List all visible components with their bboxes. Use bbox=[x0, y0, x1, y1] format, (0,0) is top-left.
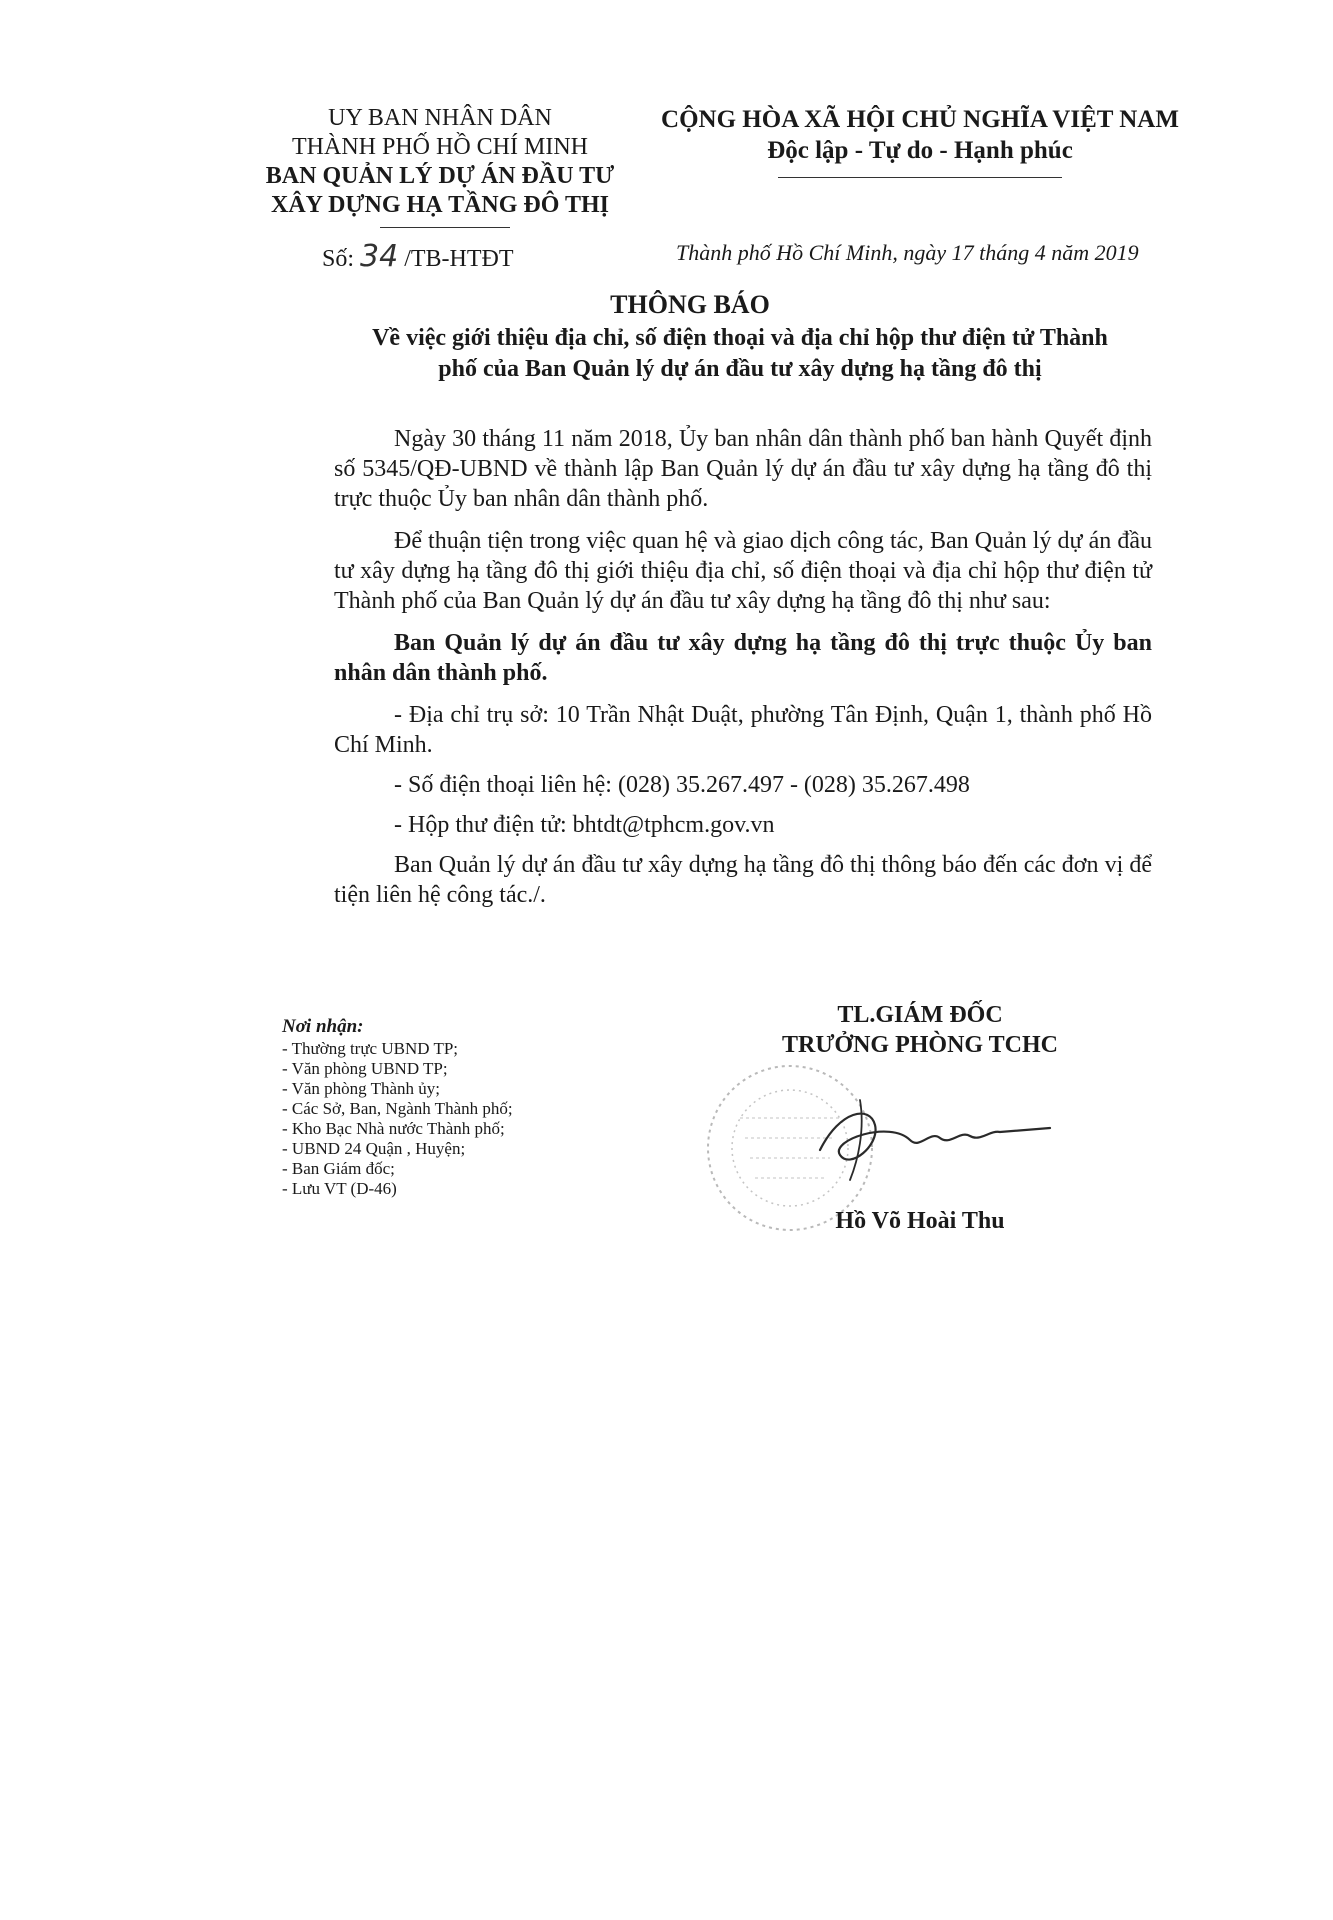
recipient-item: - Ban Giám đốc; bbox=[282, 1159, 395, 1178]
body-phone: - Số điện thoại liên hệ: (028) 35.267.497 - (028) 35.267.498 bbox=[394, 772, 970, 798]
subject-line-1: Về việc giới thiệu địa chỉ, số điện thoại và địa chỉ hộp thư điện tử Thành bbox=[372, 325, 1108, 351]
recipient-item: - Kho Bạc Nhà nước Thành phố; bbox=[282, 1119, 505, 1138]
body-paragraph-2: Để thuận tiện trong việc quan hệ và giao dịch công tác, Ban Quản lý dự án đầu tư xây dựng hạ tầng đô thị giới thiệu địa chỉ, số điện thoại và địa chỉ hộp thư điện tử Thành phố của Ban Quản lý dự án đầu tư xây dựng hạ tầng đô thị như sau: bbox=[334, 528, 1152, 614]
recipients-heading: Nơi nhận: bbox=[282, 1016, 364, 1037]
issuer-line-1: UY BAN NHÂN DÂN bbox=[328, 105, 552, 131]
national-motto-block bbox=[640, 104, 1200, 166]
recipient-item: - Thường trực UBND TP; bbox=[282, 1039, 459, 1058]
recipient-item: - Văn phòng Thành ủy; bbox=[282, 1079, 441, 1098]
document-subject bbox=[300, 323, 1180, 385]
subject-line-2: phố của Ban Quản lý dự án đầu tư xây dựng hạ tầng đô thị bbox=[438, 356, 1042, 382]
doc-number-suffix: /TB-HTĐT bbox=[404, 246, 514, 272]
recipient-item: - UBND 24 Quận , Huyện; bbox=[282, 1139, 466, 1158]
recipient-item: - Các Sở, Ban, Ngành Thành phố; bbox=[282, 1099, 513, 1118]
signer-name: Hồ Võ Hoài Thu bbox=[835, 1208, 1005, 1234]
document-body bbox=[334, 424, 1152, 922]
document-number bbox=[322, 239, 514, 274]
body-paragraph-1: Ngày 30 tháng 11 năm 2018, Ủy ban nhân dân thành phố ban hành Quyết định số 5345/QĐ-UBND về thành lập Ban Quản lý dự án đầu tư xây dựng hạ tầng đô thị trực thuộc Ủy ban nhân dân thành phố. bbox=[334, 426, 1152, 512]
recipient-item: - Lưu VT (D-46) bbox=[282, 1179, 397, 1198]
body-paragraph-4: Ban Quản lý dự án đầu tư xây dựng hạ tầng đô thị thông báo đến các đơn vị để tiện liên hệ công tác./. bbox=[334, 852, 1152, 908]
motto: Độc lập - Tự do - Hạnh phúc bbox=[767, 137, 1073, 164]
signature-title-block bbox=[720, 1000, 1120, 1060]
issuer-block bbox=[240, 104, 640, 220]
issuer-line-4: XÂY DỰNG HẠ TẦNG ĐÔ THỊ bbox=[270, 192, 610, 218]
signature-title-1: TL.GIÁM ĐỐC bbox=[837, 1002, 1003, 1028]
issuer-line-2: THÀNH PHỐ HỒ CHÍ MINH bbox=[292, 134, 588, 160]
date-line: Thành phố Hồ Chí Minh, ngày 17 tháng 4 năm 2019 bbox=[676, 240, 1139, 265]
recipient-item: - Văn phòng UBND TP; bbox=[282, 1059, 448, 1078]
doc-number-prefix: Số: bbox=[322, 246, 355, 272]
motto-underline bbox=[778, 177, 1062, 178]
issuer-underline bbox=[380, 227, 510, 228]
handwritten-signature bbox=[800, 1080, 1060, 1190]
country-name: CỘNG HÒA XÃ HỘI CHỦ NGHĨA VIỆT NAM bbox=[661, 106, 1179, 133]
issuer-line-3: BAN QUẢN LÝ DỰ ÁN ĐẦU TƯ bbox=[265, 163, 615, 189]
body-address: - Địa chỉ trụ sở: 10 Trần Nhật Duật, phường Tân Định, Quận 1, thành phố Hồ Chí Minh. bbox=[334, 702, 1152, 758]
recipients-list bbox=[282, 1017, 513, 1199]
document-title: THÔNG BÁO bbox=[610, 290, 770, 319]
body-email: - Hộp thư điện tử: bhtdt@tphcm.gov.vn bbox=[394, 812, 775, 838]
body-paragraph-3: Ban Quản lý dự án đầu tư xây dựng hạ tầng đô thị trực thuộc Ủy ban nhân dân thành phố. bbox=[334, 630, 1152, 686]
doc-number-handwritten: 34 bbox=[360, 239, 399, 274]
signature-title-2: TRƯỞNG PHÒNG TCHC bbox=[781, 1032, 1058, 1058]
